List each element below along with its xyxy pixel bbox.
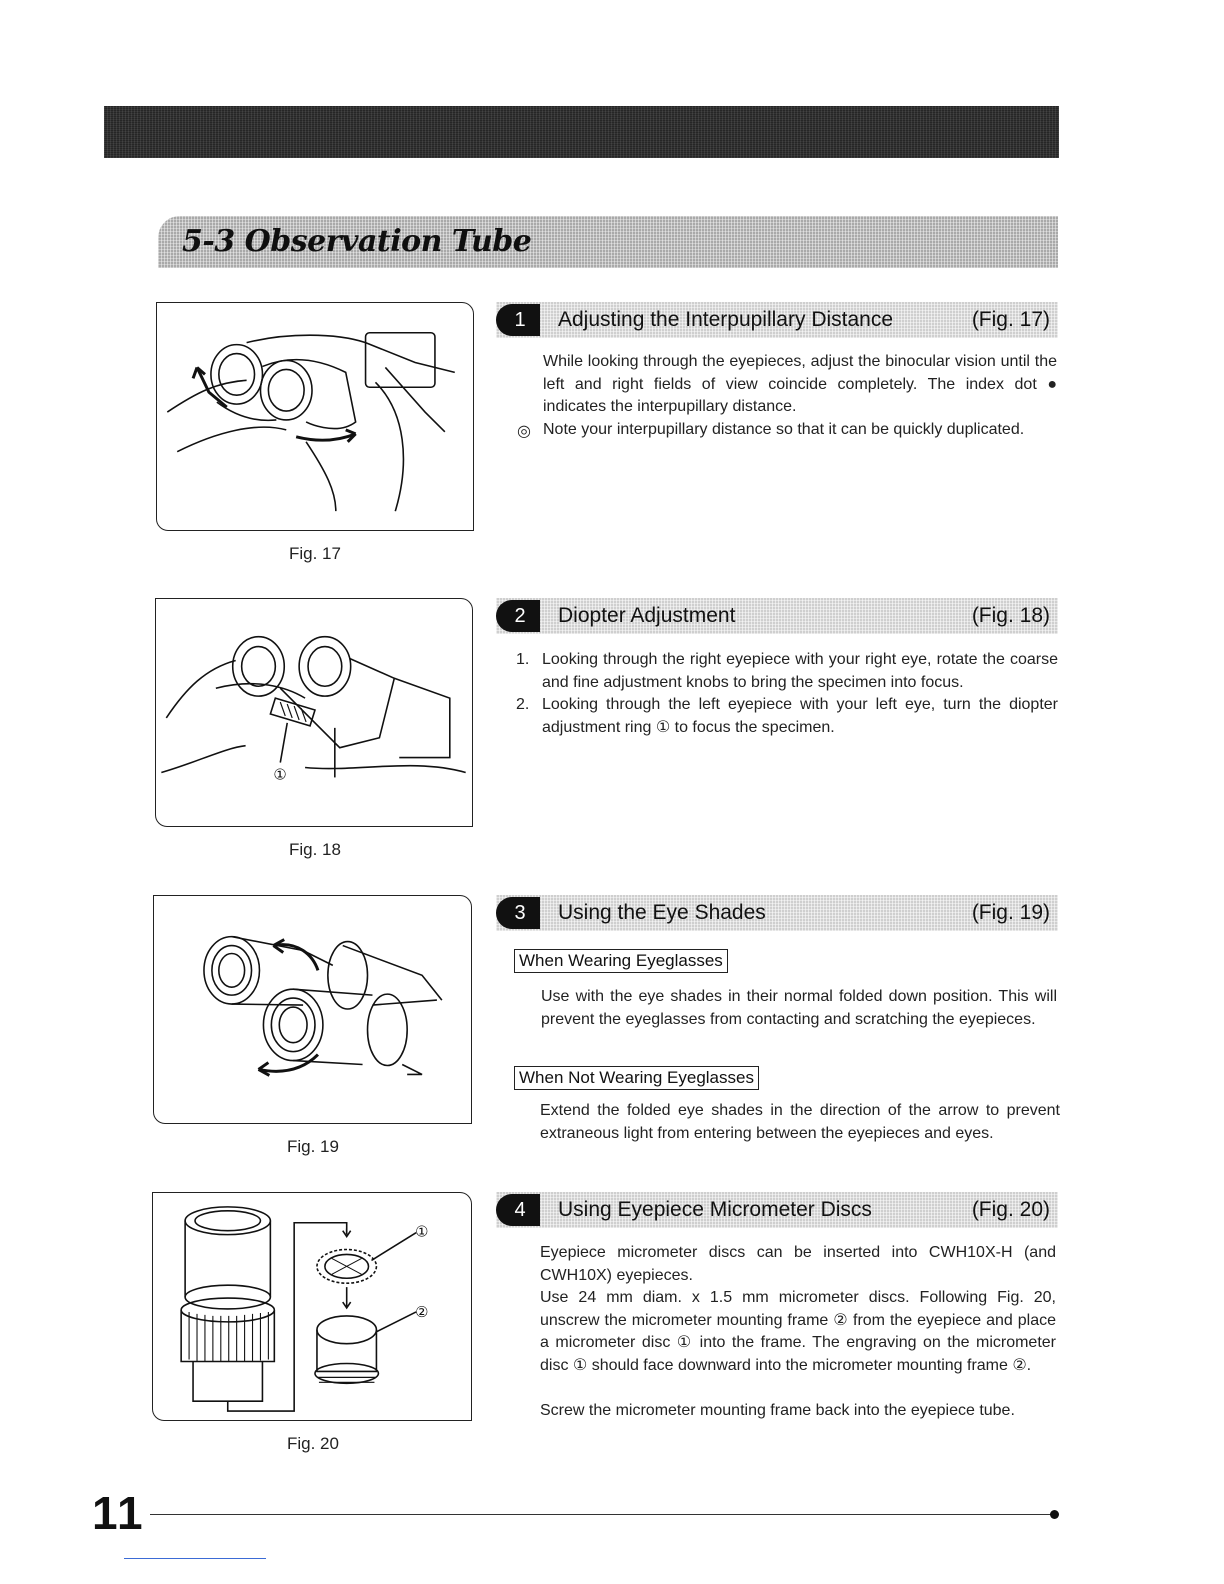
figure-17-caption: Fig. 17 [289,544,341,563]
label-with-eyeglasses: When Wearing Eyeglasses [514,949,728,973]
section-4-paragraph: Eyepiece micrometer discs can be inserted into CWH10X-H (and CWH10X) eyepieces. [540,1244,1056,1284]
micrometer-disc-illustration [153,1193,471,1420]
section-number-badge: 4 [496,1194,540,1226]
sub-header-1 [496,302,1058,338]
sub-header-4 [496,1192,1058,1228]
binocular-hands-illustration [157,303,473,530]
sub-header-fig-ref: (Fig. 20) [971,1198,1050,1221]
list-item-text: Looking through the right eyepiece with your right eye, rotate the coarse and fine adjustment knobs to bring the specimen into focus. [542,651,1058,691]
section-4-paragraph: Use 24 mm diam. x 1.5 mm micrometer discs. Following Fig. 20, unscrew the micrometer mounting frame ② from the eyepiece and place a micrometer disc ① into the frame. The engraving on the micrometer disc ① should face downward into the micrometer mounting frame ②. [540,1289,1056,1374]
text-with-eyeglasses: Use with the eye shades in their normal folded down position. This will prevent the eyeglasses from contacting and scratching the eyepieces. [541,988,1057,1028]
figure-17 [156,302,474,531]
sub-header-fig-ref: (Fig. 17) [971,308,1050,331]
figure-20-callout-2: ② [415,1302,429,1321]
sub-header-title: Using Eyepiece Micrometer Discs [558,1198,872,1221]
top-banner [104,106,1059,158]
figure-20 [152,1192,472,1421]
section-4-paragraph: Screw the micrometer mounting frame back into the eyepiece tube. [540,1402,1015,1419]
sub-header-fig-ref: (Fig. 19) [971,901,1050,924]
section-number-badge: 1 [496,304,540,336]
list-item-number: 2. [516,696,530,713]
figure-18 [155,598,473,827]
section-1-note: Note your interpupillary distance so that it can be quickly duplicated. [543,421,1025,438]
sub-header-title: Using the Eye Shades [558,901,766,924]
blue-underline [124,1558,266,1559]
eye-shades-illustration [154,896,471,1123]
section-header [158,216,1058,268]
list-item-number: 1. [516,651,530,668]
figure-19-caption: Fig. 19 [287,1137,339,1156]
sub-header-title: Adjusting the Interpupillary Distance [558,308,894,331]
sub-header-2 [496,598,1058,634]
page-number: 11 [92,1487,145,1539]
sub-header-fig-ref: (Fig. 18) [971,604,1050,627]
figure-18-callout-1: ① [273,765,287,784]
label-without-eyeglasses: When Not Wearing Eyeglasses [514,1066,759,1090]
footer-rule [150,1514,1054,1515]
note-mark-icon: ◎ [517,423,531,440]
figure-20-caption: Fig. 20 [287,1434,339,1453]
section-number-badge: 3 [496,897,540,929]
section-title: 5-3 Observation Tube [182,224,532,259]
section-1-body: While looking through the eyepieces, adjust the binocular vision until the left and right fields of view coincide completely. The index dot ● indicates the interpupillary distance. [543,353,1057,415]
figure-18-caption: Fig. 18 [289,840,341,859]
figure-19 [153,895,472,1124]
section-number-badge: 2 [496,600,540,632]
list-item-text: Looking through the left eyepiece with your left eye, turn the diopter adjustment ring ① to focus the specimen. [542,696,1058,736]
figure-20-callout-1: ① [415,1222,429,1241]
sub-header-3 [496,895,1058,931]
diopter-adjustment-illustration [156,599,472,826]
sub-header-title: Diopter Adjustment [558,604,736,627]
footer-dot-icon [1050,1510,1059,1519]
text-without-eyeglasses: Extend the folded eye shades in the direction of the arrow to prevent extraneous light from entering between the eyepieces and eyes. [540,1102,1060,1142]
